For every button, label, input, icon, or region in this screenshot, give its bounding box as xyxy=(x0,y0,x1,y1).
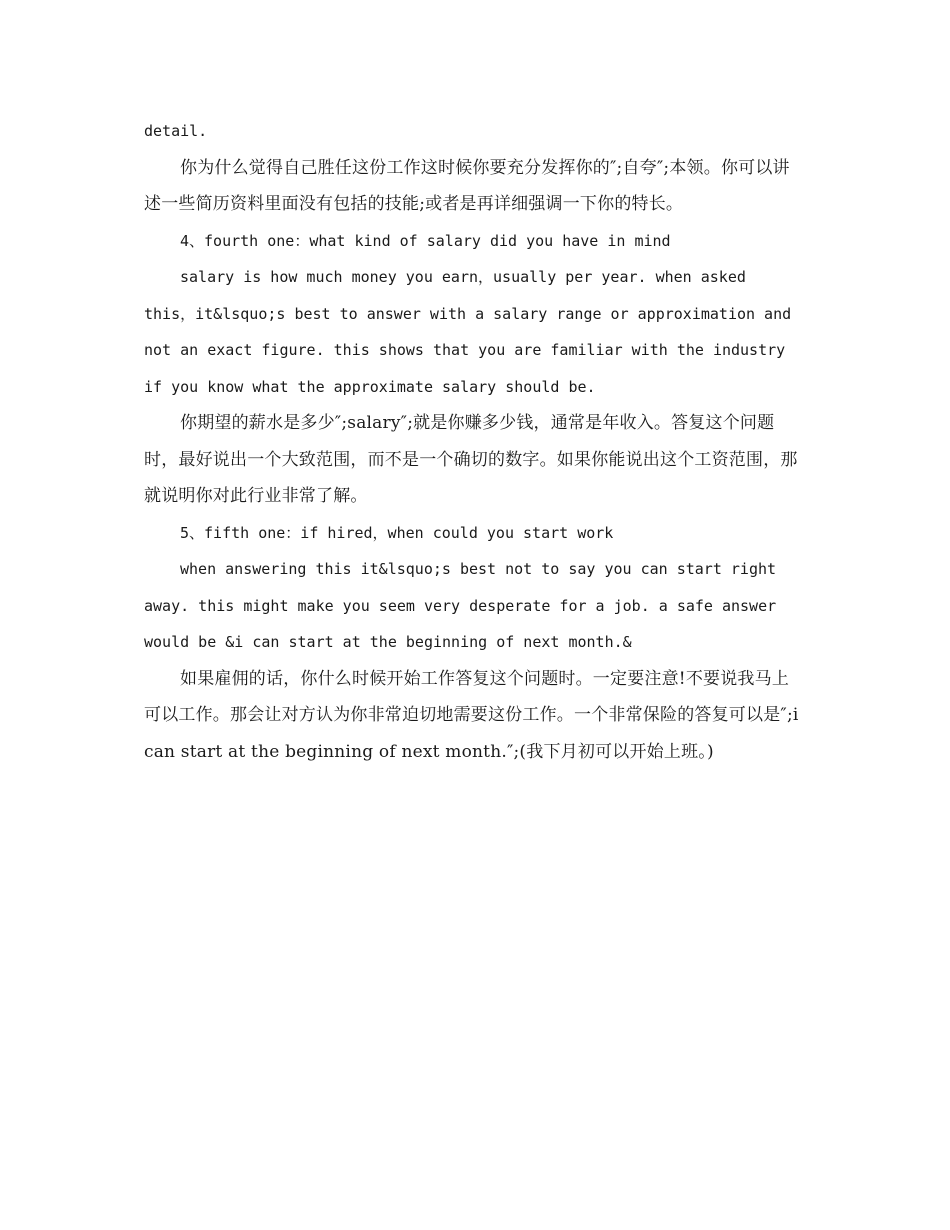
paragraph-salary-en: salary is how much money you earn，usually per year. when asked this，it&lsquo;s best to answer with a salary range or approximation and not an exact figure. this shows that you are familiar with the industry if you know what the approximate salary should be. xyxy=(144,268,792,396)
paragraph-start-work-en: when answering this it&lsquo;s best not to say you can start right away. this might make you seem very desperate for a job. a safe answer would be &i can start at the beginning of next month.& xyxy=(144,560,777,651)
document-body xyxy=(144,113,804,770)
question-5-heading: 5、fifth one：if hired，when could you start work xyxy=(180,523,614,542)
paragraph-why-qualified-cn: 你为什么觉得自己胜任这份工作这时候你要充分发挥你的″;自夸″;本领。你可以讲述一些简历资料里面没有包括的技能;或者是再详细强调一下你的特长。 xyxy=(144,157,790,214)
paragraph-start-work-cn: 如果雇佣的话，你什么时候开始工作答复这个问题时。一定要注意!不要说我马上可以工作。那会让对方认为你非常迫切地需要这份工作。一个非常保险的答复可以是″;i can start at the beginning of next month.″;(我下月初可以开始上班。) xyxy=(144,668,799,762)
paragraph-salary-cn: 你期望的薪水是多少″;salary″;就是你赚多少钱，通常是年收入。答复这个问题时，最好说出一个大致范围，而不是一个确切的数字。如果你能说出这个工资范围，那就说明你对此行业非常了解。 xyxy=(144,413,798,506)
question-4-heading: 4、fourth one：what kind of salary did you have in mind xyxy=(180,231,671,250)
paragraph-detail: detail. xyxy=(144,122,208,140)
